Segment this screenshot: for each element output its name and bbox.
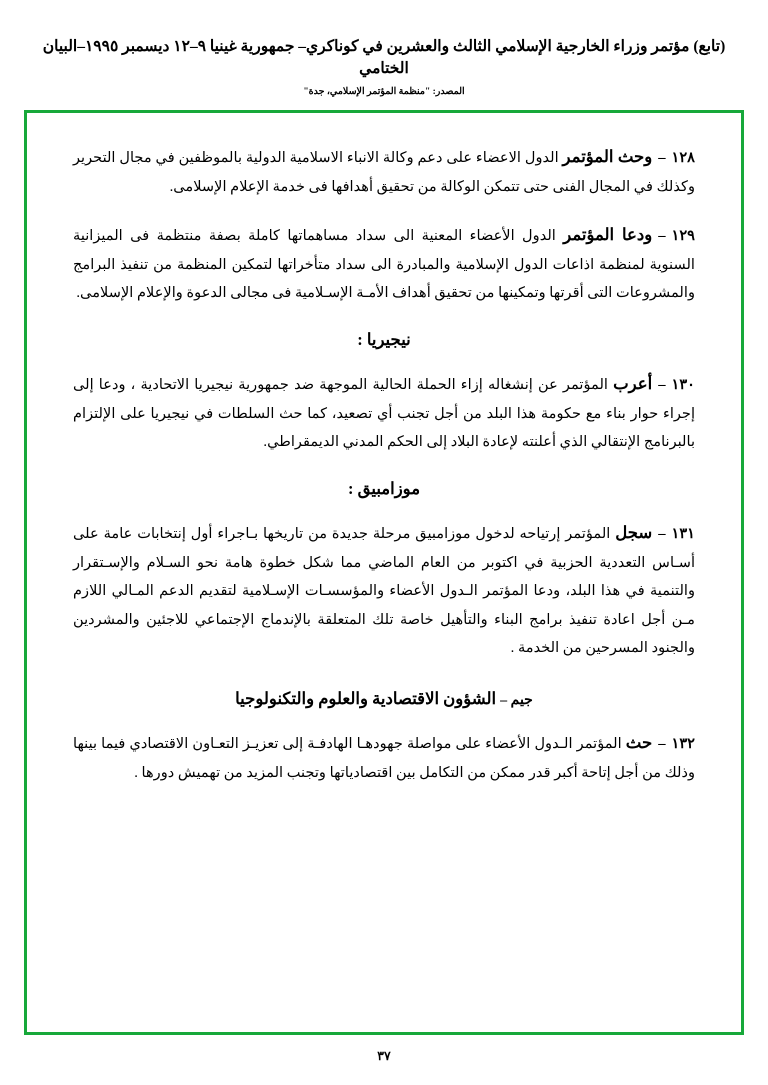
numbered-paragraph	[73, 517, 695, 663]
paragraph-lead-verb: ودعا المؤتمر	[563, 224, 653, 244]
paragraph-lead-verb: سجل	[615, 522, 653, 542]
section-heading-economic-affairs	[73, 689, 695, 709]
numbered-paragraph	[73, 727, 695, 788]
paragraph-lead-verb: وحث المؤتمر	[562, 147, 653, 166]
paragraph-number: ١٢٨	[671, 150, 695, 166]
paragraph-body: المؤتمر عن إنشغاله إزاء الحملة الحالية الموجهة ضد جمهورية نيجيريا الاتحادية ، ودعا إلى إجراء حوار بناء مع حكومة هذا البلد من أجل تجنب أي تصعيد، كما حث السلطات في نيجيريا على الإلتزام بالبرنامج الإنتقالي الذي أعلنته لإعادة البلاد إلى الحكم المدني الديمقراطي.	[73, 376, 695, 451]
paragraph-lead-verb: أعرب	[613, 373, 653, 393]
paragraph-dash: –	[658, 525, 666, 542]
section-title: الشؤون الاقتصادية والعلوم والتكنولوجيا	[235, 688, 497, 708]
subheading-nigeria: نيجيريا :	[357, 329, 411, 349]
paragraph-dash: –	[658, 735, 666, 752]
paragraph-body: المؤتمر الـدول الأعضاء على مواصلة جهودهـا الهادفـة إلى تعزيـز التعـاون الاقتصادي فيما بينها وذلك من أجل إتاحة أكبر قدر ممكن من التكامل بين اقتصادياتها وتجنب المزيد من تهميش دورها .	[73, 735, 695, 781]
document-running-title: (تابع) مؤتمر وزراء الخارجية الإسلامي الثالث والعشرين في كوناكري– جمهورية غينيا ٩–١٢ ديسمبر ١٩٩٥–البيان الختامي	[42, 38, 726, 77]
frame-content	[27, 113, 741, 814]
paragraph-body: المؤتمر إرتياحه لدخول موزامبيق مرحلة جديدة من تاريخها بـاجراء أول إنتخابات عامة على أسـاس التعددية الحزبية في اكتوبر من العام الماضي مما شكل خطوة هامة نحو السـلام والإسـتقرار والتنمية في هذا البلد، ودعا المؤتمر الـدول الأعضاء والمؤسسـات الإسـلامية لتقديم الدعم المـالي اللازم مـن أجل اعادة تنفيذ برامج البناء والتأهيل خاصة تلك المتعلقة بالإندماج الإجتماعي للاجئين والمشردين والجنود المسرحين من الخدمة .	[73, 525, 695, 657]
page-header	[0, 0, 768, 97]
paragraph-number: ١٣٢	[671, 735, 695, 752]
paragraph-dash: –	[658, 227, 666, 244]
section-label: جيم –	[500, 692, 533, 708]
page-number: ٣٧	[377, 1049, 391, 1063]
paragraph-number: ١٣١	[671, 525, 695, 542]
numbered-paragraph	[73, 219, 695, 308]
numbered-paragraph	[73, 368, 695, 457]
paragraph-lead-verb: حث	[625, 732, 653, 752]
paragraph-body: الدول الاعضاء على دعم وكالة الانباء الاسلامية الدولية بالموظفين في مجال التحرير وكذلك في المجال الفنى حتى تتمكن الوكالة من تحقيق أهدافها فى خدمة الإعلام الإسلامى.	[73, 150, 695, 196]
document-source-line: المصدر: "منظمة المؤتمر الإسلامي، جدة"	[303, 87, 465, 98]
paragraph-dash: –	[658, 376, 666, 393]
paragraph-dash: –	[658, 150, 666, 166]
subheading-mozambique: موزامبيق :	[347, 478, 421, 498]
paragraph-number: ١٢٩	[671, 227, 695, 244]
page-footer	[0, 1048, 768, 1064]
paragraph-number: ١٣٠	[671, 376, 695, 393]
green-content-frame	[24, 110, 744, 1035]
paragraph-body: الدول الأعضاء المعنية الى سداد مساهماتها كاملة بصفة منتظمة فى الميزانية السنوية لمنظمة اذاعات الدول الإسلامية والمبادرة الى سداد متأخراتها لتمكين المنظمة من تنفيذ البرامج والمشروعات التى أقرتها وتمكينها من تحقيق أهداف الأمـة الإسـلامية فى مجالى الدعوة والإعلام الإسلامى.	[73, 227, 695, 302]
numbered-paragraph	[73, 141, 695, 202]
